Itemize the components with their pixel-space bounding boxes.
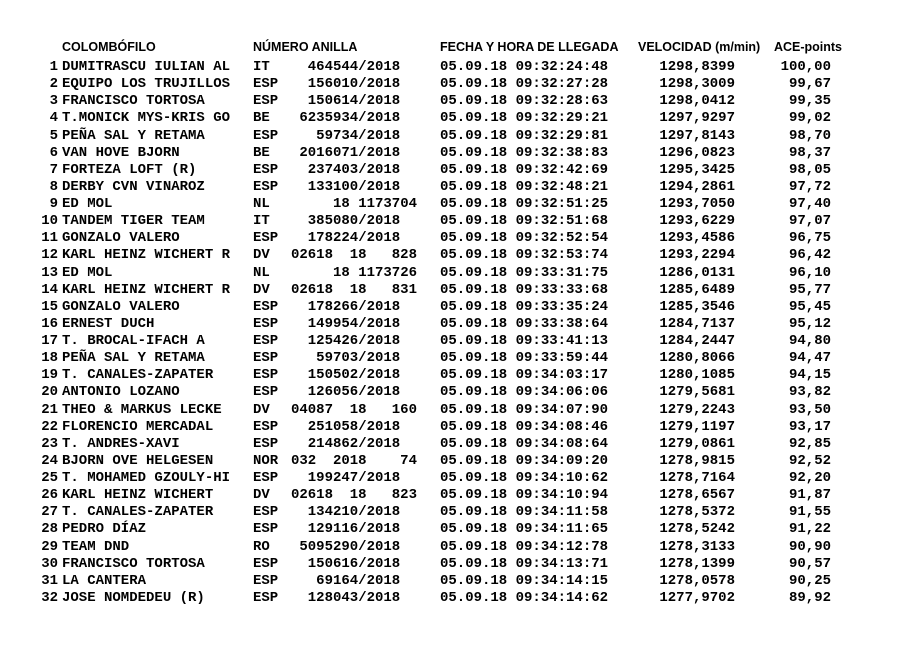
ring-number-cell: 178266/2018: [307, 298, 417, 315]
speed-cell: 1278,1399: [659, 555, 735, 572]
speed-cell: 1279,1197: [659, 418, 735, 435]
table-row: [40, 350, 842, 367]
ace-points-cell: 99,67: [788, 76, 831, 93]
arrival-time-cell: 05.09.18 09:32:29:21: [440, 110, 609, 127]
ace-points-cell: 94,15: [788, 367, 831, 384]
ace-points-cell: 93,82: [788, 384, 831, 401]
country-code-cell: DV: [253, 247, 270, 264]
rank-cell: 22: [41, 418, 58, 435]
ace-points-cell: 99,02: [788, 110, 831, 127]
ring-number-cell: 125426/2018: [307, 333, 417, 349]
speed-cell: 1278,3133: [659, 538, 735, 555]
fancier-name-cell: FRANCISCO TORTOSA: [62, 555, 205, 572]
ace-points-cell: 93,50: [788, 401, 831, 418]
table-row: [40, 487, 842, 504]
table-row: [40, 333, 842, 350]
table-row: [40, 521, 842, 538]
ace-points-cell: 99,35: [788, 93, 831, 110]
arrival-time-cell: 05.09.18 09:34:07:90: [440, 401, 609, 418]
speed-cell: 1279,5681: [659, 384, 735, 401]
table-body: [40, 59, 842, 607]
speed-cell: 1298,3009: [659, 76, 735, 93]
rank-cell: 20: [41, 384, 58, 401]
fancier-name-cell: T. CANALES-ZAPATER: [62, 367, 214, 384]
speed-cell: 1278,9815: [659, 452, 735, 469]
ring-number-cell: 464544/2018: [307, 59, 417, 75]
rank-cell: 16: [41, 315, 58, 332]
ring-number-cell: 150502/2018: [307, 367, 417, 384]
table-row: [40, 76, 842, 93]
table-row: [40, 247, 842, 264]
country-code-cell: ESP: [253, 76, 279, 93]
speed-cell: 1297,8143: [659, 127, 735, 144]
rank-cell: 5: [49, 127, 58, 144]
arrival-time-cell: 05.09.18 09:32:27:28: [440, 76, 609, 93]
ring-number-cell: 032 2018 74: [290, 452, 417, 469]
column-header-fancier: COLOMBÓFILO: [62, 40, 156, 54]
rank-cell: 21: [41, 401, 58, 418]
ring-number-cell: 5095290/2018: [299, 538, 417, 555]
rank-cell: 3: [49, 93, 58, 110]
ace-points-cell: 97,72: [788, 178, 831, 195]
country-code-cell: IT: [253, 59, 270, 75]
speed-cell: 1280,8066: [659, 350, 735, 367]
fancier-name-cell: ANTONIO LOZANO: [62, 384, 180, 401]
country-code-cell: IT: [253, 213, 270, 230]
country-code-cell: ESP: [253, 521, 279, 538]
ace-points-cell: 95,12: [788, 315, 831, 332]
arrival-time-cell: 05.09.18 09:32:38:83: [440, 144, 609, 161]
country-code-cell: ESP: [253, 127, 279, 144]
ace-points-cell: 97,07: [788, 213, 831, 230]
ace-points-cell: 95,77: [788, 281, 831, 298]
speed-cell: 1293,6229: [659, 213, 735, 230]
country-code-cell: BE: [253, 144, 270, 161]
arrival-time-cell: 05.09.18 09:33:59:44: [440, 350, 609, 367]
table-row: [40, 384, 842, 401]
rank-cell: 32: [41, 589, 58, 606]
speed-cell: 1277,9702: [659, 589, 735, 606]
table-row: [40, 402, 842, 419]
speed-cell: 1278,6567: [659, 487, 735, 504]
fancier-name-cell: T.MONICK MYS-KRIS GO: [62, 110, 231, 127]
table-row: [40, 316, 842, 333]
rank-cell: 4: [49, 110, 58, 127]
arrival-time-cell: 05.09.18 09:32:42:69: [440, 161, 609, 178]
country-code-cell: NL: [253, 264, 270, 281]
country-code-cell: BE: [253, 110, 270, 127]
table-row: [40, 367, 842, 384]
table-row: [40, 162, 842, 179]
ring-number-cell: 02618 18 828: [290, 247, 417, 264]
country-code-cell: NOR: [253, 452, 279, 469]
arrival-time-cell: 05.09.18 09:34:08:64: [440, 435, 609, 452]
table-row: [40, 573, 842, 590]
fancier-name-cell: T. BROCAL-IFACH A: [62, 333, 205, 349]
speed-cell: 1296,0823: [659, 144, 735, 161]
ace-points-cell: 93,17: [788, 418, 831, 435]
ring-number-cell: 129116/2018: [307, 521, 417, 538]
rank-cell: 29: [41, 538, 58, 555]
fancier-name-cell: ED MOL: [62, 196, 113, 212]
country-code-cell: RO: [253, 538, 270, 555]
ring-number-cell: 02618 18 831: [290, 281, 417, 298]
fancier-name-cell: FORTEZA LOFT (R): [62, 161, 197, 178]
ace-points-cell: 92,52: [788, 452, 831, 469]
fancier-name-cell: T. CANALES-ZAPATER: [62, 504, 214, 521]
arrival-time-cell: 05.09.18 09:32:29:81: [440, 127, 609, 144]
table-row: [40, 539, 842, 556]
ace-points-cell: 92,85: [788, 435, 831, 452]
rank-cell: 9: [49, 196, 58, 212]
fancier-name-cell: TANDEM TIGER TEAM: [62, 213, 205, 230]
ace-points-cell: 95,45: [788, 298, 831, 315]
ring-number-cell: 385080/2018: [307, 213, 417, 230]
country-code-cell: DV: [253, 281, 270, 298]
ace-points-cell: 98,37: [788, 144, 831, 161]
header-rank-spacer: [40, 40, 58, 59]
ace-points-cell: 91,55: [788, 504, 831, 521]
rank-cell: 12: [41, 247, 58, 264]
table-row: [40, 59, 842, 76]
rank-cell: 8: [49, 178, 58, 195]
ring-number-cell: 156010/2018: [307, 76, 417, 93]
fancier-name-cell: ERNEST DUCH: [62, 315, 155, 332]
arrival-time-cell: 05.09.18 09:33:41:13: [440, 333, 609, 349]
arrival-time-cell: 05.09.18 09:34:11:58: [440, 504, 609, 521]
arrival-time-cell: 05.09.18 09:33:35:24: [440, 298, 609, 315]
fancier-name-cell: KARL HEINZ WICHERT R: [62, 281, 231, 298]
arrival-time-cell: 05.09.18 09:33:33:68: [440, 281, 609, 298]
speed-cell: 1278,0578: [659, 572, 735, 589]
country-code-cell: NL: [253, 196, 270, 212]
speed-cell: 1278,7164: [659, 470, 735, 486]
fancier-name-cell: T. MOHAMED GZOULY-HI: [62, 470, 231, 486]
table-row: [40, 110, 842, 127]
ace-points-cell: 90,90: [788, 538, 831, 555]
ring-number-cell: 126056/2018: [307, 384, 417, 401]
ring-number-cell: 04087 18 160: [290, 401, 417, 418]
arrival-time-cell: 05.09.18 09:34:09:20: [440, 452, 609, 469]
ring-number-cell: 133100/2018: [307, 178, 417, 195]
ring-number-cell: 2016071/2018: [299, 144, 417, 161]
rank-cell: 30: [41, 555, 58, 572]
country-code-cell: ESP: [253, 230, 279, 247]
speed-cell: 1285,6489: [659, 281, 735, 298]
arrival-time-cell: 05.09.18 09:34:10:94: [440, 487, 609, 504]
country-code-cell: ESP: [253, 572, 279, 589]
speed-cell: 1295,3425: [659, 161, 735, 178]
country-code-cell: ESP: [253, 435, 279, 452]
ring-number-cell: 178224/2018: [307, 230, 417, 247]
speed-cell: 1293,7050: [659, 196, 735, 212]
rank-cell: 25: [41, 470, 58, 486]
fancier-name-cell: EQUIPO LOS TRUJILLOS: [62, 76, 231, 93]
country-code-cell: ESP: [253, 589, 279, 606]
ace-points-cell: 98,05: [788, 161, 831, 178]
table-row: [40, 128, 842, 145]
fancier-name-cell: KARL HEINZ WICHERT R: [62, 247, 231, 264]
arrival-time-cell: 05.09.18 09:32:51:68: [440, 213, 609, 230]
rank-cell: 24: [41, 452, 58, 469]
ace-points-cell: 98,70: [788, 127, 831, 144]
table-row: [40, 93, 842, 110]
speed-cell: 1285,3546: [659, 298, 735, 315]
country-code-cell: ESP: [253, 315, 279, 332]
ring-number-cell: 02618 18 823: [290, 487, 417, 504]
fancier-name-cell: GONZALO VALERO: [62, 298, 180, 315]
ring-number-cell: 214862/2018: [307, 435, 417, 452]
rank-cell: 17: [41, 333, 58, 349]
fancier-name-cell: LA CANTERA: [62, 572, 147, 589]
fancier-name-cell: THEO & MARKUS LECKE: [62, 401, 222, 418]
speed-cell: 1293,4586: [659, 230, 735, 247]
ace-points-cell: 94,47: [788, 350, 831, 367]
fancier-name-cell: T. ANDRES-XAVI: [62, 435, 180, 452]
country-code-cell: ESP: [253, 470, 279, 486]
table-row: [40, 590, 842, 607]
arrival-time-cell: 05.09.18 09:32:53:74: [440, 247, 609, 264]
speed-cell: 1286,0131: [659, 264, 735, 281]
ace-points-cell: 94,80: [788, 333, 831, 349]
ring-number-cell: 134210/2018: [307, 504, 417, 521]
speed-cell: 1298,8399: [659, 59, 735, 75]
table-row: [40, 145, 842, 162]
ring-number-cell: 237403/2018: [307, 161, 417, 178]
arrival-time-cell: 05.09.18 09:34:13:71: [440, 555, 609, 572]
rank-cell: 1: [49, 59, 58, 75]
speed-cell: 1284,7137: [659, 315, 735, 332]
ring-number-cell: 251058/2018: [307, 418, 417, 435]
fancier-name-cell: TEAM DND: [62, 538, 130, 555]
arrival-time-cell: 05.09.18 09:34:06:06: [440, 384, 609, 401]
column-header-ring-number: NÚMERO ANILLA: [253, 40, 358, 54]
country-code-cell: ESP: [253, 350, 279, 367]
country-code-cell: DV: [253, 487, 270, 504]
speed-cell: 1294,2861: [659, 178, 735, 195]
arrival-time-cell: 05.09.18 09:34:10:62: [440, 470, 609, 486]
ring-number-cell: 69164/2018: [316, 572, 417, 589]
table-row: [40, 453, 842, 470]
rank-cell: 14: [41, 281, 58, 298]
table-row: [40, 299, 842, 316]
arrival-time-cell: 05.09.18 09:32:28:63: [440, 93, 609, 110]
ace-points-cell: 96,75: [788, 230, 831, 247]
country-code-cell: ESP: [253, 418, 279, 435]
ring-number-cell: 59734/2018: [316, 127, 417, 144]
ace-points-cell: 89,92: [788, 589, 831, 606]
ring-number-cell: 199247/2018: [307, 470, 417, 486]
ring-number-cell: 18 1173726: [332, 264, 417, 281]
rank-cell: 13: [41, 264, 58, 281]
country-code-cell: ESP: [253, 298, 279, 315]
rank-cell: 2: [49, 76, 58, 93]
country-code-cell: DV: [253, 401, 270, 418]
arrival-time-cell: 05.09.18 09:32:48:21: [440, 178, 609, 195]
speed-cell: 1278,5242: [659, 521, 735, 538]
table-row: [40, 470, 842, 487]
table-row: [40, 265, 842, 282]
speed-cell: 1293,2294: [659, 247, 735, 264]
arrival-time-cell: 05.09.18 09:34:12:78: [440, 538, 609, 555]
arrival-time-cell: 05.09.18 09:32:51:25: [440, 196, 609, 212]
rank-cell: 11: [41, 230, 58, 247]
ring-number-cell: 149954/2018: [307, 315, 417, 332]
country-code-cell: ESP: [253, 93, 279, 110]
fancier-name-cell: FRANCISCO TORTOSA: [62, 93, 205, 110]
column-header-arrival: FECHA Y HORA DE LLEGADA: [440, 40, 619, 54]
ace-points-cell: 100,00: [780, 59, 831, 75]
speed-cell: 1279,0861: [659, 435, 735, 452]
table-row: [40, 556, 842, 573]
ace-points-cell: 96,10: [788, 264, 831, 281]
table-row: [40, 436, 842, 453]
arrival-time-cell: 05.09.18 09:32:52:54: [440, 230, 609, 247]
rank-cell: 10: [41, 213, 58, 230]
rank-cell: 28: [41, 521, 58, 538]
table-row: [40, 419, 842, 436]
column-header-speed: VELOCIDAD (m/min): [638, 40, 761, 54]
country-code-cell: ESP: [253, 384, 279, 401]
ace-points-cell: 90,57: [788, 555, 831, 572]
rank-cell: 31: [41, 572, 58, 589]
country-code-cell: ESP: [253, 504, 279, 521]
speed-cell: 1280,1085: [659, 367, 735, 384]
rank-cell: 15: [41, 298, 58, 315]
fancier-name-cell: JOSE NOMDEDEU (R): [62, 589, 205, 606]
fancier-name-cell: BJORN OVE HELGESEN: [62, 452, 214, 469]
country-code-cell: ESP: [253, 333, 279, 349]
fancier-name-cell: VAN HOVE BJORN: [62, 144, 180, 161]
table-row: [40, 196, 842, 213]
arrival-time-cell: 05.09.18 09:33:38:64: [440, 315, 609, 332]
fancier-name-cell: DERBY CVN VINAROZ: [62, 178, 205, 195]
table-row: [40, 230, 842, 247]
fancier-name-cell: FLORENCIO MERCADAL: [62, 418, 214, 435]
fancier-name-cell: ED MOL: [62, 264, 113, 281]
rank-cell: 19: [41, 367, 58, 384]
ring-number-cell: 150616/2018: [307, 555, 417, 572]
rank-cell: 27: [41, 504, 58, 521]
speed-cell: 1279,2243: [659, 401, 735, 418]
ace-points-cell: 91,22: [788, 521, 831, 538]
ace-points-cell: 92,20: [788, 470, 831, 486]
table-row: [40, 282, 842, 299]
rank-cell: 23: [41, 435, 58, 452]
arrival-time-cell: 05.09.18 09:34:14:15: [440, 572, 609, 589]
ring-number-cell: 150614/2018: [307, 93, 417, 110]
country-code-cell: ESP: [253, 178, 279, 195]
country-code-cell: ESP: [253, 555, 279, 572]
arrival-time-cell: 05.09.18 09:34:03:17: [440, 367, 609, 384]
ring-number-cell: 6235934/2018: [299, 110, 417, 127]
fancier-name-cell: GONZALO VALERO: [62, 230, 180, 247]
speed-cell: 1298,0412: [659, 93, 735, 110]
table-row: [40, 504, 842, 521]
country-code-cell: ESP: [253, 367, 279, 384]
fancier-name-cell: PEÑA SAL Y RETAMA: [62, 350, 205, 367]
country-code-cell: ESP: [253, 161, 279, 178]
arrival-time-cell: 05.09.18 09:34:14:62: [440, 589, 609, 606]
arrival-time-cell: 05.09.18 09:34:08:46: [440, 418, 609, 435]
ace-points-cell: 91,87: [788, 487, 831, 504]
ace-points-cell: 96,42: [788, 247, 831, 264]
ace-points-cell: 97,40: [788, 196, 831, 212]
rank-cell: 26: [41, 487, 58, 504]
table-header-row: [40, 39, 842, 59]
ring-number-cell: 59703/2018: [316, 350, 417, 367]
fancier-name-cell: DUMITRASCU IULIAN AL: [62, 59, 231, 75]
fancier-name-cell: KARL HEINZ WICHERT: [62, 487, 214, 504]
fancier-name-cell: PEDRO DÍAZ: [62, 521, 147, 538]
table-row: [40, 213, 842, 230]
race-results-table: [40, 39, 842, 607]
rank-cell: 18: [41, 350, 58, 367]
arrival-time-cell: 05.09.18 09:32:24:48: [440, 59, 609, 75]
table-row: [40, 179, 842, 196]
speed-cell: 1278,5372: [659, 504, 735, 521]
rank-cell: 6: [49, 144, 58, 161]
rank-cell: 7: [49, 161, 58, 178]
ring-number-cell: 18 1173704: [332, 196, 417, 212]
speed-cell: 1297,9297: [659, 110, 735, 127]
fancier-name-cell: PEÑA SAL Y RETAMA: [62, 127, 205, 144]
arrival-time-cell: 05.09.18 09:34:11:65: [440, 521, 609, 538]
ring-number-cell: 128043/2018: [307, 589, 417, 606]
column-header-ace-points: ACE-points: [773, 40, 842, 54]
arrival-time-cell: 05.09.18 09:33:31:75: [440, 264, 609, 281]
speed-cell: 1284,2447: [659, 333, 735, 349]
ace-points-cell: 90,25: [788, 572, 831, 589]
